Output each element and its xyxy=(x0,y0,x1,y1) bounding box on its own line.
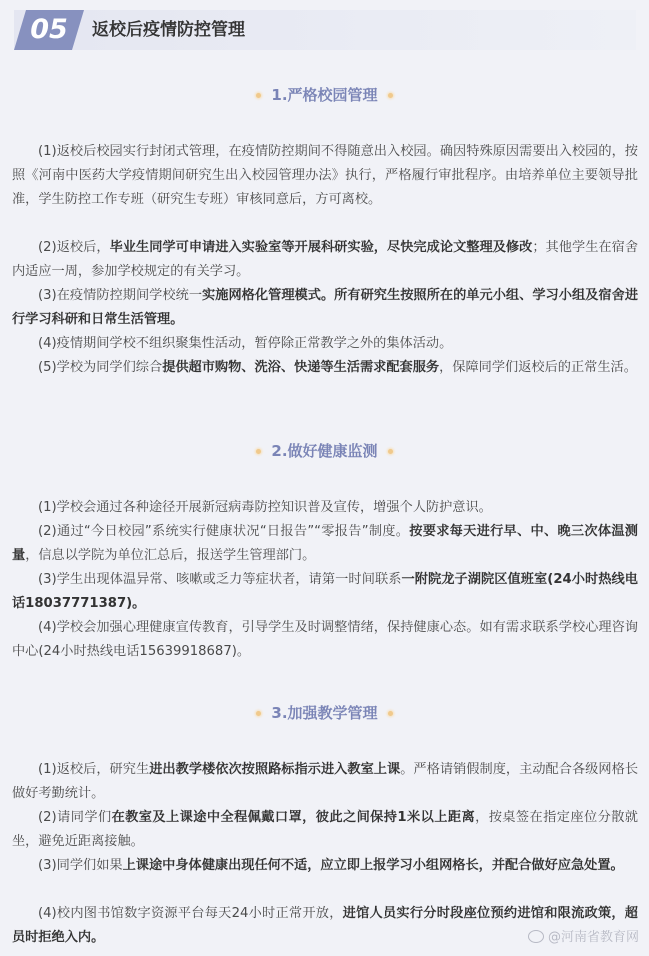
paragraph xyxy=(12,758,638,806)
paragraph xyxy=(12,806,638,854)
section-number: 05 xyxy=(30,14,68,45)
body-text: (1)返校后，研究生 xyxy=(38,762,150,777)
emphasis-text: 实施网格化管理模式。所有研究生按照所在的单元小组、学习小组及宿舍进行学习科研和日常生活管理。 xyxy=(12,288,639,327)
dot-icon xyxy=(256,93,261,98)
emphasis-text: 提供超市购物、洗浴、快递等生活需求配套服务 xyxy=(162,360,440,375)
paragraph xyxy=(12,140,638,212)
body-text: (2)返校后， xyxy=(38,240,110,255)
section-title-teaching: 3.加强教学管理 xyxy=(0,702,649,724)
body-text: (2)请同学们 xyxy=(38,810,112,825)
dot-icon xyxy=(388,449,393,454)
section-header xyxy=(14,10,636,50)
paragraph xyxy=(12,854,638,878)
body-text: (3)学生出现体温异常、咳嗽或乏力等症状者，请第一时间联系 xyxy=(38,572,402,587)
dot-icon xyxy=(256,711,261,716)
paragraph xyxy=(12,496,638,520)
dot-icon xyxy=(388,93,393,98)
emphasis-text: 进馆人员实行分时段座位预约进馆和限流政策，超员时拒绝入内。 xyxy=(12,906,638,945)
paragraph xyxy=(12,520,638,568)
section-title-campus: 1.严格校园管理 xyxy=(0,84,649,106)
body-text: ；其他学生在宿舍内适应一周，参加学校规定的有关学习。 xyxy=(12,240,639,279)
paragraph xyxy=(12,568,638,616)
paragraph xyxy=(12,332,638,356)
body-text: ，信息以学院为单位汇总后，报送学生管理部门。 xyxy=(25,548,316,563)
body-text: (1)返校后校园实行封闭式管理，在疫情防控期间不得随意出入校园。确因特殊原因需要出入校园的，按照《河南中医药大学疫情期间研究生出入校园管理办法》执行，严格履行审批程序。由培养单位主要领导批准，学生防控工作专班（研究生专班）审核同意后，方可离校。 xyxy=(12,144,638,207)
weibo-icon xyxy=(528,930,544,943)
body-text: (4)疫情期间学校不组织聚集性活动，暂停除正常教学之外的集体活动。 xyxy=(38,336,453,351)
body-text: 。严格请销假制度，主动配合各级网格长做好考勤统计。 xyxy=(12,762,639,801)
dot-icon xyxy=(256,449,261,454)
paragraph xyxy=(12,616,638,664)
emphasis-text: 按要求每天进行早、中、晚三次体温测量 xyxy=(12,524,638,563)
page-title: 返校后疫情防控管理 xyxy=(92,20,245,40)
dot-icon xyxy=(388,711,393,716)
paragraph xyxy=(12,236,638,284)
section-title-health: 2.做好健康监测 xyxy=(0,440,649,462)
body-text: (5)学校为同学们综合 xyxy=(38,360,163,375)
body-text: (4)校内图书馆数字资源平台每天24小时正常开放， xyxy=(38,906,343,921)
body-text: (1)学校会通过各种途径开展新冠病毒防控知识普及宣传，增强个人防护意识。 xyxy=(38,500,492,515)
watermark: @河南省教育网 xyxy=(528,928,639,948)
emphasis-text: 进出教学楼依次按照路标指示进入教室上课 xyxy=(149,762,401,777)
emphasis-text: 上课途中身体健康出现任何不适，应立即上报学习小组网格长，并配合做好应急处置。 xyxy=(122,858,624,873)
paragraph xyxy=(12,356,638,380)
body-text: ，按桌签在指定座位分散就坐，避免近距离接触。 xyxy=(12,810,638,849)
emphasis-text: 毕业生同学可申请进入实验室等开展科研实验，尽快完成论文整理及修改 xyxy=(109,240,533,255)
body-text: (4)学校会加强心理健康宣传教育，引导学生及时调整情绪，保持健康心态。如有需求联系学校心理咨询中心(24小时热线电话15639918687)。 xyxy=(12,620,638,659)
emphasis-text: 在教室及上课途中全程佩戴口罩，彼此之间保持1米以上距离 xyxy=(111,810,476,825)
emphasis-text: 一附院龙子湖院区值班室(24小时热线电话18037771387)。 xyxy=(12,572,638,611)
body-text: ，保障同学们返校后的正常生活。 xyxy=(439,360,637,375)
paragraph xyxy=(12,284,638,332)
body-text: (3)在疫情防控期间学校统一 xyxy=(38,288,203,303)
body-text: (2)通过“今日校园”系统实行健康状况“日报告”“零报告”制度。 xyxy=(38,524,410,539)
body-text: (3)同学们如果 xyxy=(38,858,123,873)
